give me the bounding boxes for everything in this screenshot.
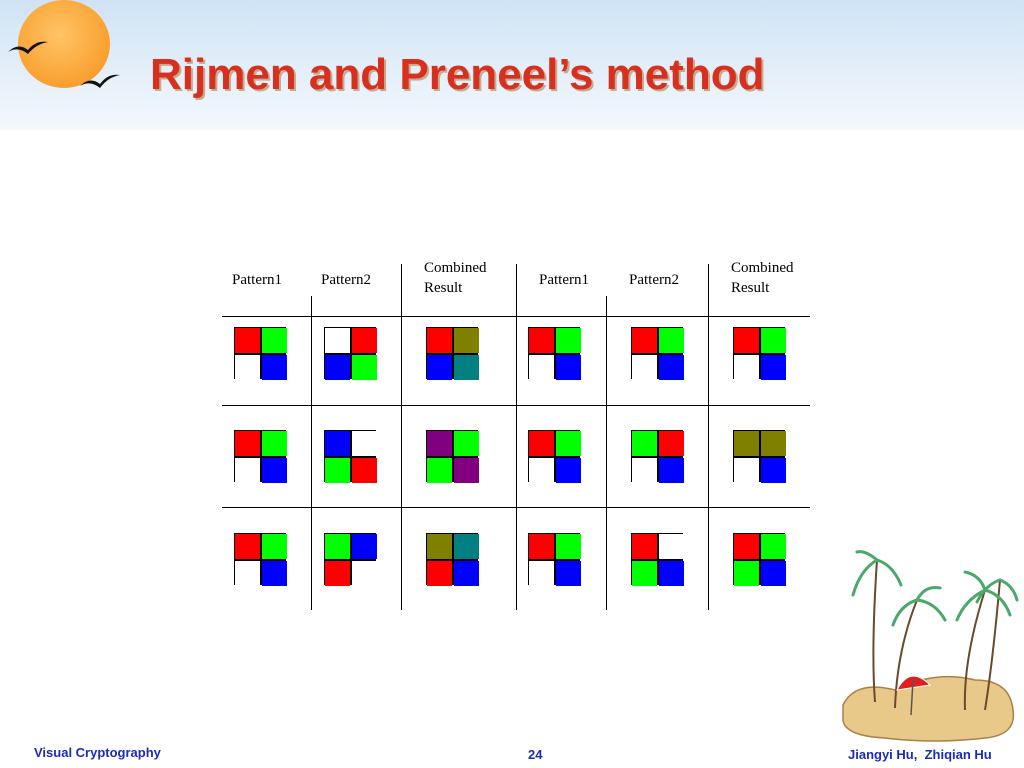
subpixel	[632, 328, 657, 353]
subpixel	[761, 458, 786, 483]
subpixel	[632, 458, 657, 483]
subpixel	[262, 534, 287, 559]
table-column-divider	[708, 264, 709, 610]
subpixel	[529, 534, 554, 559]
subpixel	[427, 431, 452, 456]
subpixel	[734, 534, 759, 559]
pattern-cell	[234, 533, 286, 585]
bird-icon	[6, 38, 50, 56]
subpixel	[262, 561, 287, 586]
subpixel	[352, 534, 377, 559]
subpixel	[352, 561, 377, 586]
subpixel	[262, 458, 287, 483]
subpixel	[529, 458, 554, 483]
subpixel	[427, 561, 452, 586]
subpixel	[659, 328, 684, 353]
subpixel	[262, 328, 287, 353]
subpixel	[235, 458, 260, 483]
subpixel	[427, 328, 452, 353]
pattern-cell	[426, 430, 478, 482]
pattern-cell	[631, 430, 683, 482]
subpixel	[529, 561, 554, 586]
subpixel	[454, 355, 479, 380]
subpixel	[556, 561, 581, 586]
subpixel	[529, 328, 554, 353]
pattern-cell	[528, 430, 580, 482]
subpixel	[659, 534, 684, 559]
subpixel	[734, 431, 759, 456]
subpixel	[659, 458, 684, 483]
subpixel	[235, 355, 260, 380]
subpixel	[529, 355, 554, 380]
subpixel	[761, 355, 786, 380]
pattern-cell	[528, 533, 580, 585]
subpixel	[659, 355, 684, 380]
subpixel	[352, 328, 377, 353]
column-header: Pattern2	[321, 272, 371, 288]
subpixel	[352, 458, 377, 483]
subpixel	[761, 328, 786, 353]
subpixel	[262, 431, 287, 456]
subpixel	[352, 431, 377, 456]
subpixel	[632, 534, 657, 559]
subpixel	[632, 355, 657, 380]
pattern-cell	[733, 327, 785, 379]
footer-course-title: Visual Cryptography	[34, 745, 161, 760]
subpixel	[734, 355, 759, 380]
subpixel	[659, 561, 684, 586]
pattern-cell	[733, 533, 785, 585]
pattern-cell	[324, 430, 376, 482]
subpixel	[235, 328, 260, 353]
bird-icon	[78, 70, 122, 90]
pattern-cell	[631, 327, 683, 379]
subpixel	[734, 328, 759, 353]
subpixel	[262, 355, 287, 380]
subpixel	[325, 355, 350, 380]
pattern-cell	[234, 430, 286, 482]
subpixel	[556, 458, 581, 483]
subpixel	[556, 355, 581, 380]
subpixel	[454, 561, 479, 586]
subpixel	[454, 534, 479, 559]
subpixel	[235, 534, 260, 559]
pattern-cell	[324, 533, 376, 585]
pattern-cell	[733, 430, 785, 482]
subpixel	[529, 431, 554, 456]
subpixel	[427, 534, 452, 559]
pattern-cell	[528, 327, 580, 379]
column-header: Pattern1	[539, 272, 589, 288]
subpixel	[734, 458, 759, 483]
slide-title: Rijmen and Preneel’s method	[150, 50, 765, 99]
subpixel	[761, 534, 786, 559]
subpixel	[632, 431, 657, 456]
pattern-cell	[426, 327, 478, 379]
subpixel	[325, 534, 350, 559]
subpixel	[556, 328, 581, 353]
subpixel	[235, 431, 260, 456]
subpixel	[235, 561, 260, 586]
subpixel	[352, 355, 377, 380]
table-column-divider	[606, 296, 607, 610]
table-column-divider	[516, 264, 517, 610]
column-header: Pattern1	[232, 272, 282, 288]
subpixel	[325, 561, 350, 586]
subpixel	[556, 534, 581, 559]
subpixel	[761, 561, 786, 586]
subpixel	[427, 355, 452, 380]
subpixel	[325, 431, 350, 456]
subpixel	[427, 458, 452, 483]
palm-island-illustration	[835, 540, 1020, 755]
pattern-cell	[631, 533, 683, 585]
subpixel	[659, 431, 684, 456]
subpixel	[761, 431, 786, 456]
page-number: 24	[528, 747, 543, 762]
table-column-divider	[401, 264, 402, 610]
subpixel	[325, 458, 350, 483]
pattern-cell	[426, 533, 478, 585]
subpixel	[325, 328, 350, 353]
pattern-cell	[234, 327, 286, 379]
subpixel	[454, 458, 479, 483]
column-header: Combined Result	[424, 260, 487, 296]
footer-authors: Jiangyi Hu, Zhiqian Hu	[848, 747, 992, 762]
table-column-divider	[311, 296, 312, 610]
subpixel	[632, 561, 657, 586]
subpixel	[734, 561, 759, 586]
subpixel	[556, 431, 581, 456]
subpixel	[454, 431, 479, 456]
subpixel	[454, 328, 479, 353]
pattern-cell	[324, 327, 376, 379]
column-header: Combined Result	[731, 260, 794, 296]
column-header: Pattern2	[629, 272, 679, 288]
